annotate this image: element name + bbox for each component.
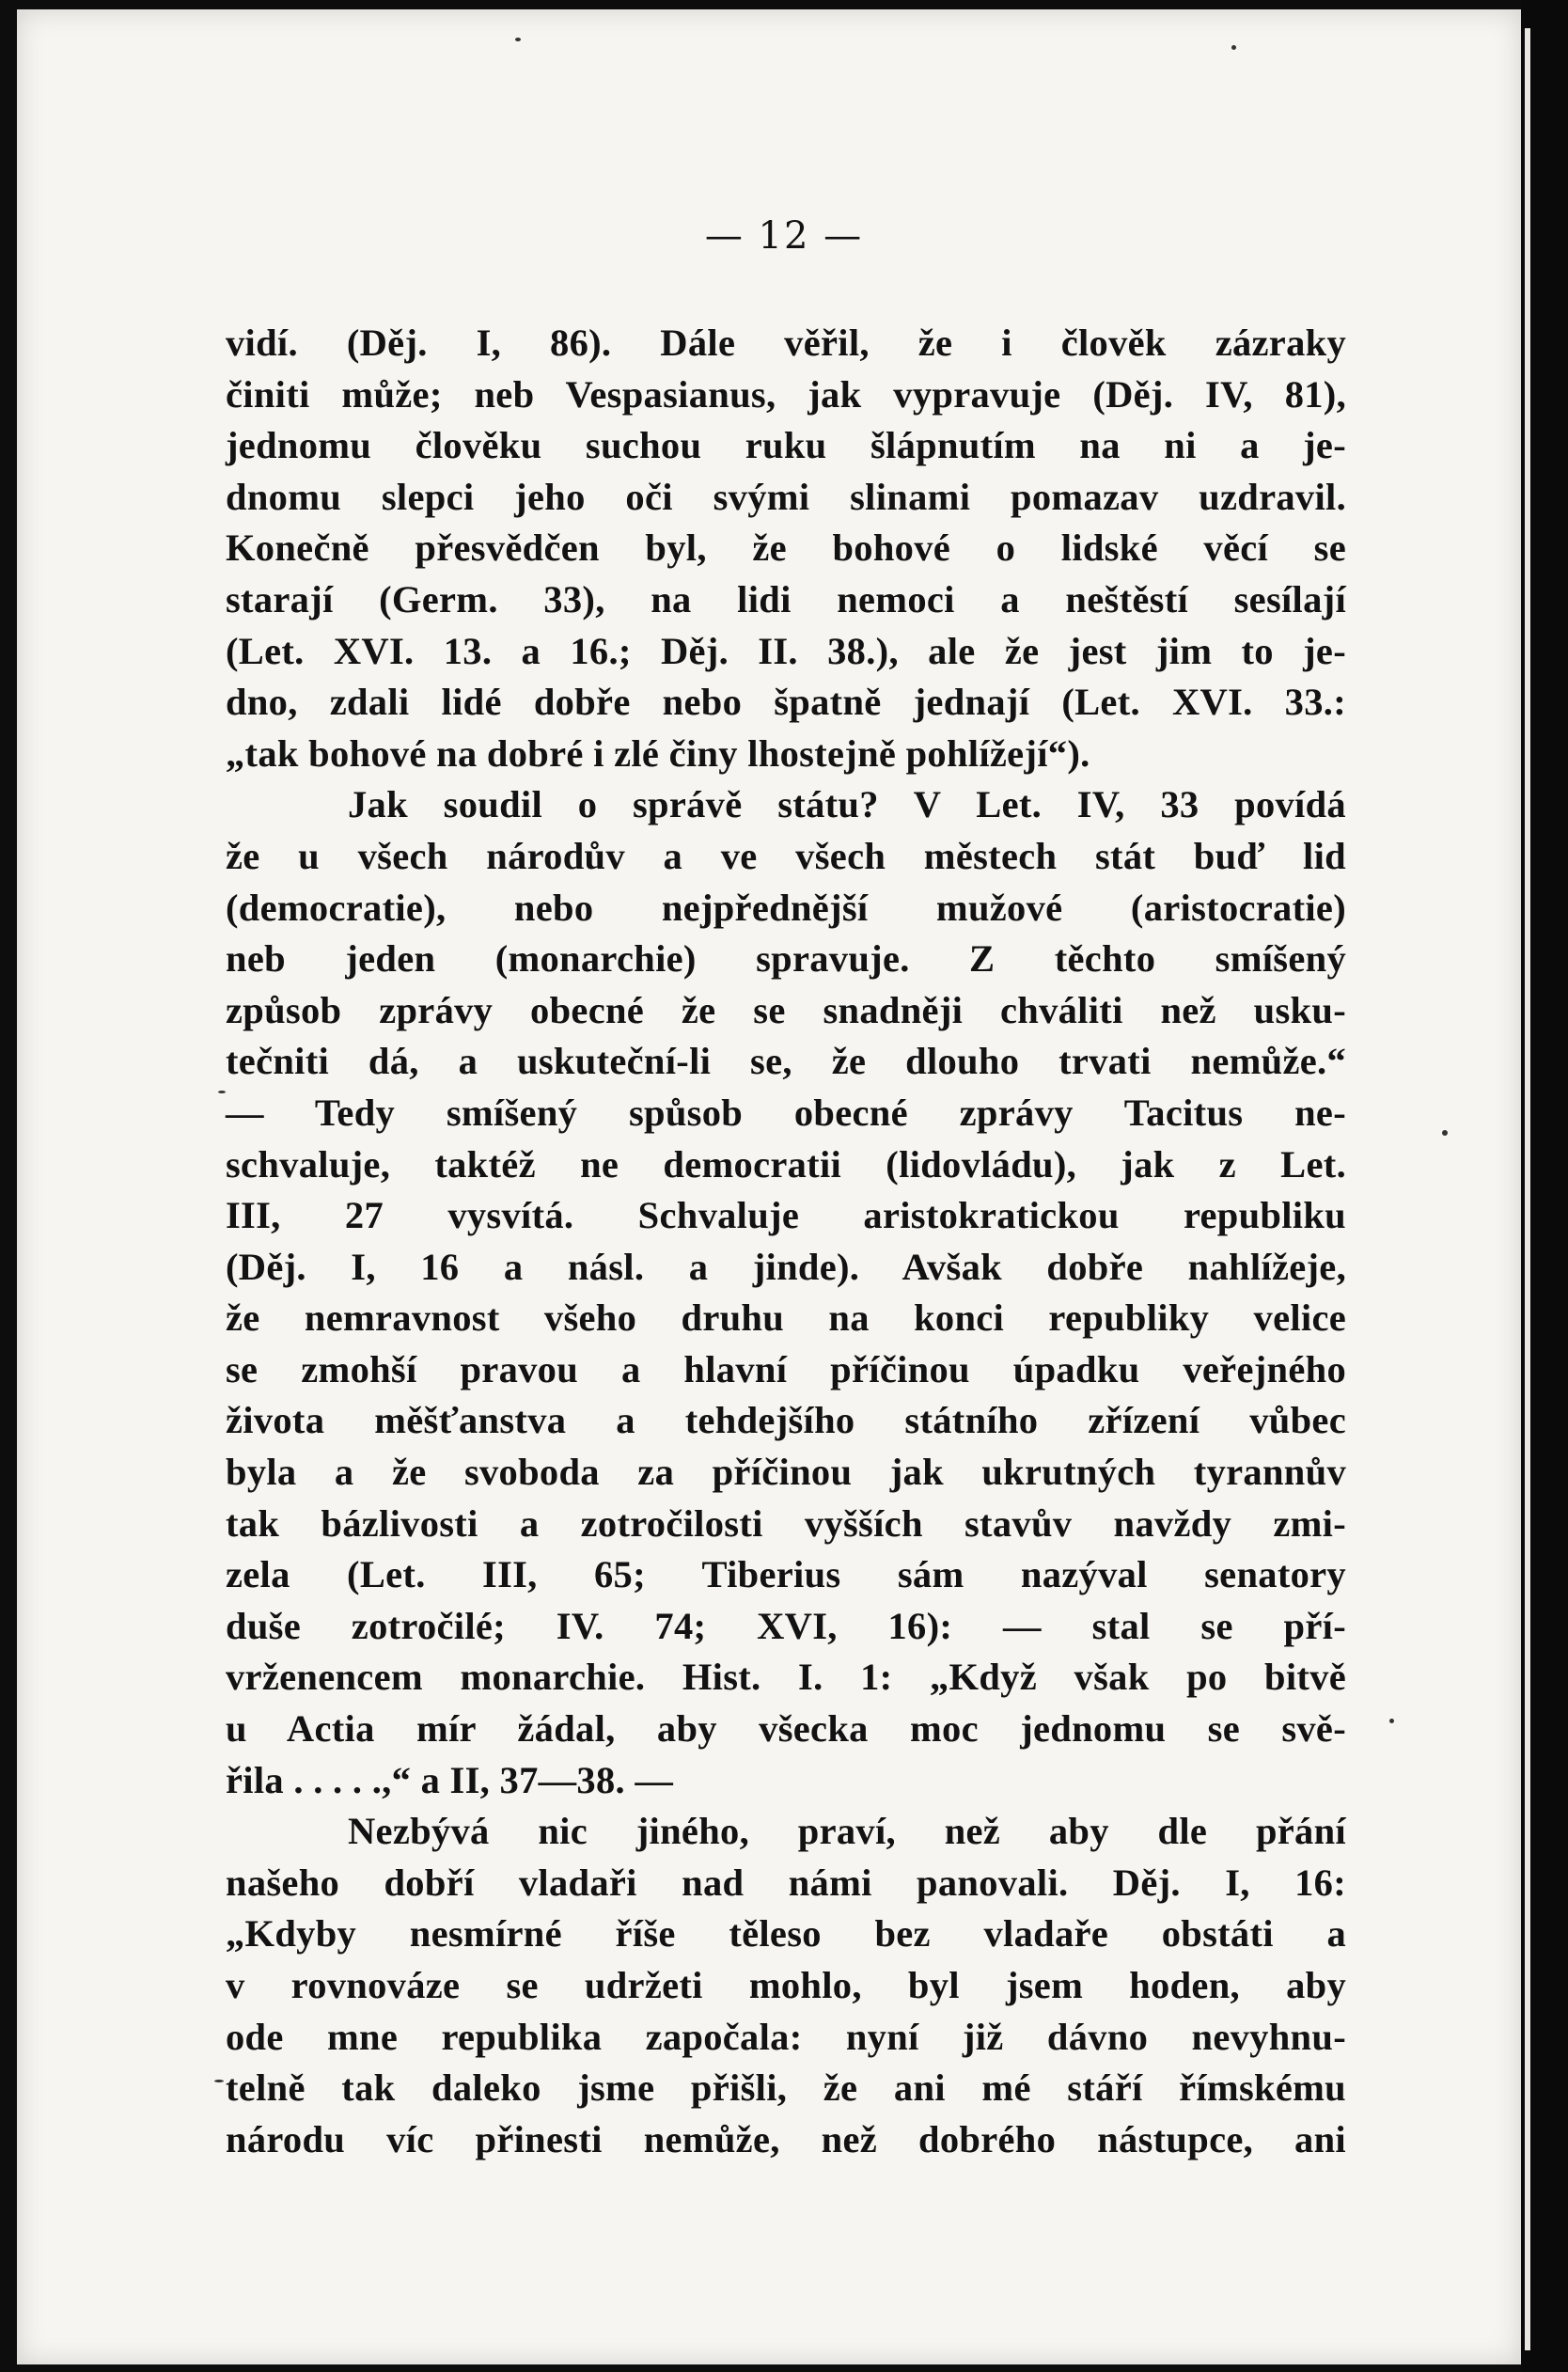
text-line: života měšťanstva a tehdejšího státního zřízení vůbec (226, 1399, 1346, 1442)
text-line: tečniti dá, a uskuteční-li se, že dlouho trvati nemůže.“ (226, 1040, 1346, 1083)
text-line: u Actia mír žádal, aby všecka moc jednomu se svě- (226, 1707, 1346, 1751)
text-line: Jak soudil o správě státu? V Let. IV, 33 povídá (348, 783, 1346, 826)
text-line: tak bázlivosti a zotročilosti vyšších stavův navždy zmi- (226, 1501, 1346, 1545)
text-line: dno, zdali lidé dobře nebo špatně jednají (Let. XVI. 33.: (226, 681, 1346, 724)
text-line: „tak bohové na dobré i zlé činy lhostejně pohlížejí“). (226, 731, 1090, 775)
text-line: zela (Let. III, 65; Tiberius sám nazýval senatory (226, 1553, 1346, 1596)
text-line: telně tak daleko jsme přišli, že ani mé stáří římskému (226, 2066, 1346, 2110)
scan-speck (1231, 45, 1236, 50)
text-line: (Děj. I, 16 a násl. a jinde). Avšak dobře nahlížeje, (226, 1245, 1346, 1288)
text-line: byla a že svoboda za příčinou jak ukrutných tyrannův (226, 1451, 1346, 1494)
text-line: způsob zprávy obecné že se snadněji chváliti než usku- (226, 988, 1346, 1031)
text-line: — Tedy smíšený spůsob obecné zprávy Tacitus ne- (226, 1091, 1346, 1134)
text-line: našeho dobří vladaři nad námi panovali. Děj. I, 16: (226, 1861, 1346, 1904)
scan-speck (214, 2080, 224, 2082)
text-line: neb jeden (monarchie) spravuje. Z těchto smíšený (226, 937, 1346, 981)
text-line: řila . . . . .,“ a II, 37—38. — (226, 1758, 674, 1801)
text-line: (Let. XVI. 13. a 16.; Děj. II. 38.), ale že jest jim to je- (226, 629, 1346, 672)
text-line: se zmohší pravou a hlavní příčinou úpadku veřejného (226, 1347, 1346, 1390)
page-edge-rule (1525, 28, 1530, 2350)
body-text (226, 318, 1346, 2165)
scan-speck (1389, 1719, 1394, 1723)
text-line: národu víc přinesti nemůže, než dobrého nástupce, ani (226, 2117, 1346, 2160)
text-line: „Kdyby nesmírné říše těleso bez vladaře obstáti a (226, 1912, 1346, 1956)
text-line: (democratie), nebo nejpřednější mužové (aristocratie) (226, 886, 1346, 929)
scan-speck (1442, 1130, 1448, 1136)
text-line: III, 27 vysvítá. Schvaluje aristokratickou republiku (226, 1194, 1346, 1237)
text-line: vrženencem monarchie. Hist. I. 1: „Když však po bitvě (226, 1656, 1346, 1699)
text-line: že nemravnost všeho druhu na konci republiky velice (226, 1296, 1346, 1340)
text-line: starají (Germ. 33), na lidi nemoci a neštěstí sesílají (226, 577, 1346, 620)
text-line: vidí. (Děj. I, 86). Dále věřil, že i člověk zázraky (226, 322, 1346, 364)
text-line: ode mne republika započala: nyní již dávno nevyhnu- (226, 2015, 1346, 2058)
text-line: jednomu člověku suchou ruku šlápnutím na ni a je- (226, 424, 1346, 467)
text-line: duše zotročilé; IV. 74; XVI, 16): — stal se pří- (226, 1604, 1346, 1647)
text-line: Nezbývá nic jiného, praví, než aby dle přání (348, 1810, 1346, 1853)
text-line: že u všech národův a ve všech městech stát buď lid (226, 834, 1346, 877)
text-line: činiti může; neb Vespasianus, jak vypravuje (Děj. IV, 81), (226, 372, 1346, 416)
text-line: dnomu slepci jeho oči svými slinami pomazav uzdravil. (226, 475, 1346, 518)
scan-speck (218, 1091, 226, 1093)
scan-speck (515, 38, 521, 41)
text-line: Konečně přesvědčen byl, že bohové o lidské věcí se (226, 526, 1346, 570)
text-line: schvaluje, taktéž ne democratii (lidovládu), jak z Let. (226, 1142, 1346, 1186)
page-number: — 12 — (704, 214, 864, 258)
text-line: v rovnováze se udržeti mohlo, byl jsem hoden, aby (226, 1964, 1346, 2006)
